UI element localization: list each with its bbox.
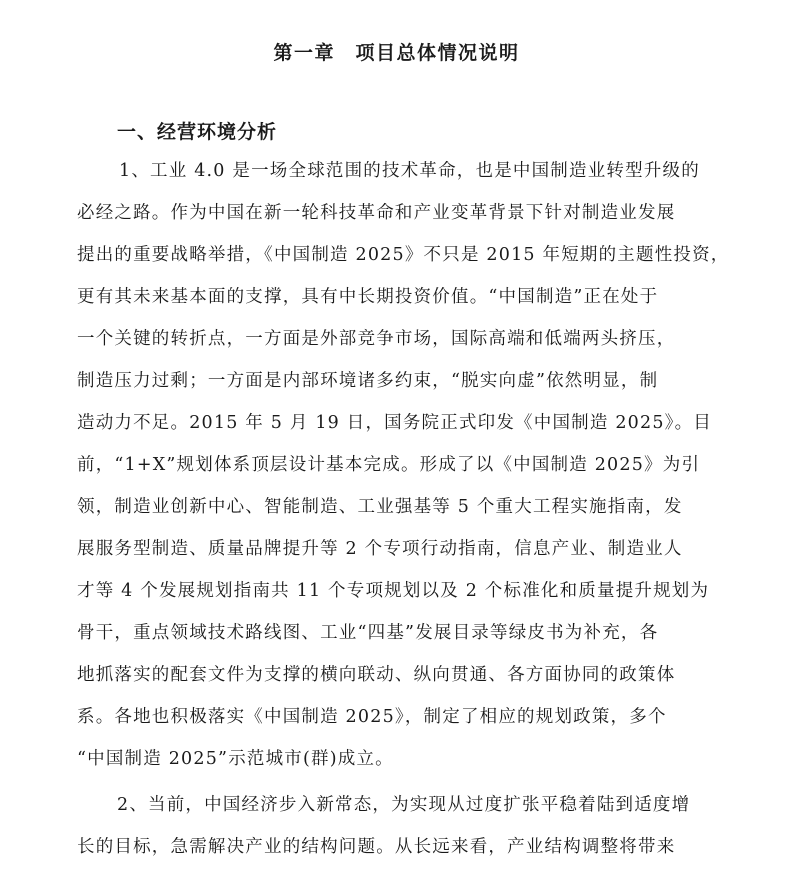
paragraph-line: 系。各地也积极落实《中国制造 2025》，制定了相应的规划政策，多个 xyxy=(77,707,667,727)
paragraph-line: 2、当前，中国经济步入新常态，为实现从过度扩张平稳着陆到适度增 xyxy=(117,795,691,815)
paragraph-line: 制造压力过剩；一方面是内部环境诸多约束，“脱实向虚”依然明显，制 xyxy=(77,371,659,391)
paragraph-line: 更有其未来基本面的支撑，具有中长期投资价值。“中国制造”正在处于 xyxy=(77,287,659,307)
chapter-title: 第一章 项目总体情况说明 xyxy=(273,42,520,64)
paragraph-line: 造动力不足。2015 年 5 月 19 日，国务院正式印发《中国制造 2025》。目 xyxy=(77,413,712,433)
paragraph-line: 必经之路。作为中国在新一轮科技革命和产业变革背景下针对制造业发展 xyxy=(77,203,676,223)
paragraph-line: 地抓落实的配套文件为支撑的横向联动、纵向贯通、各方面协同的政策体 xyxy=(77,665,676,685)
paragraph-line: 前，“1+X”规划体系顶层设计基本完成。形成了以《中国制造 2025》为引 xyxy=(77,455,701,475)
section-heading: 一、经营环境分析 xyxy=(117,121,278,143)
paragraph-line: 展服务型制造、质量品牌提升等 2 个专项行动指南，信息产业、制造业人 xyxy=(77,539,683,559)
paragraph-line: 提出的重要战略举措，《中国制造 2025》不只是 2015 年短期的主题性投资， xyxy=(77,245,730,265)
paragraph-line: 长的目标，急需解决产业的结构问题。从长远来看，产业结构调整将带来 xyxy=(77,837,676,857)
paragraph-line: 骨干，重点领域技术路线图、工业“四基”发展目录等绿皮书为补充，各 xyxy=(77,623,659,643)
paragraph-line: 才等 4 个发展规划指南共 11 个专项规划以及 2 个标准化和质量提升规划为 xyxy=(77,581,710,601)
paragraph-line: 一个关键的转折点，一方面是外部竞争市场，国际高端和低端两头挤压， xyxy=(77,329,676,349)
paragraph-line: 1、工业 4.0 是一场全球范围的技术革命，也是中国制造业转型升级的 xyxy=(119,161,700,181)
paragraph-line: “中国制造 2025”示范城市(群)成立。 xyxy=(77,749,394,769)
paragraph-line: 领，制造业创新中心、智能制造、工业强基等 5 个重大工程实施指南，发 xyxy=(77,497,683,517)
